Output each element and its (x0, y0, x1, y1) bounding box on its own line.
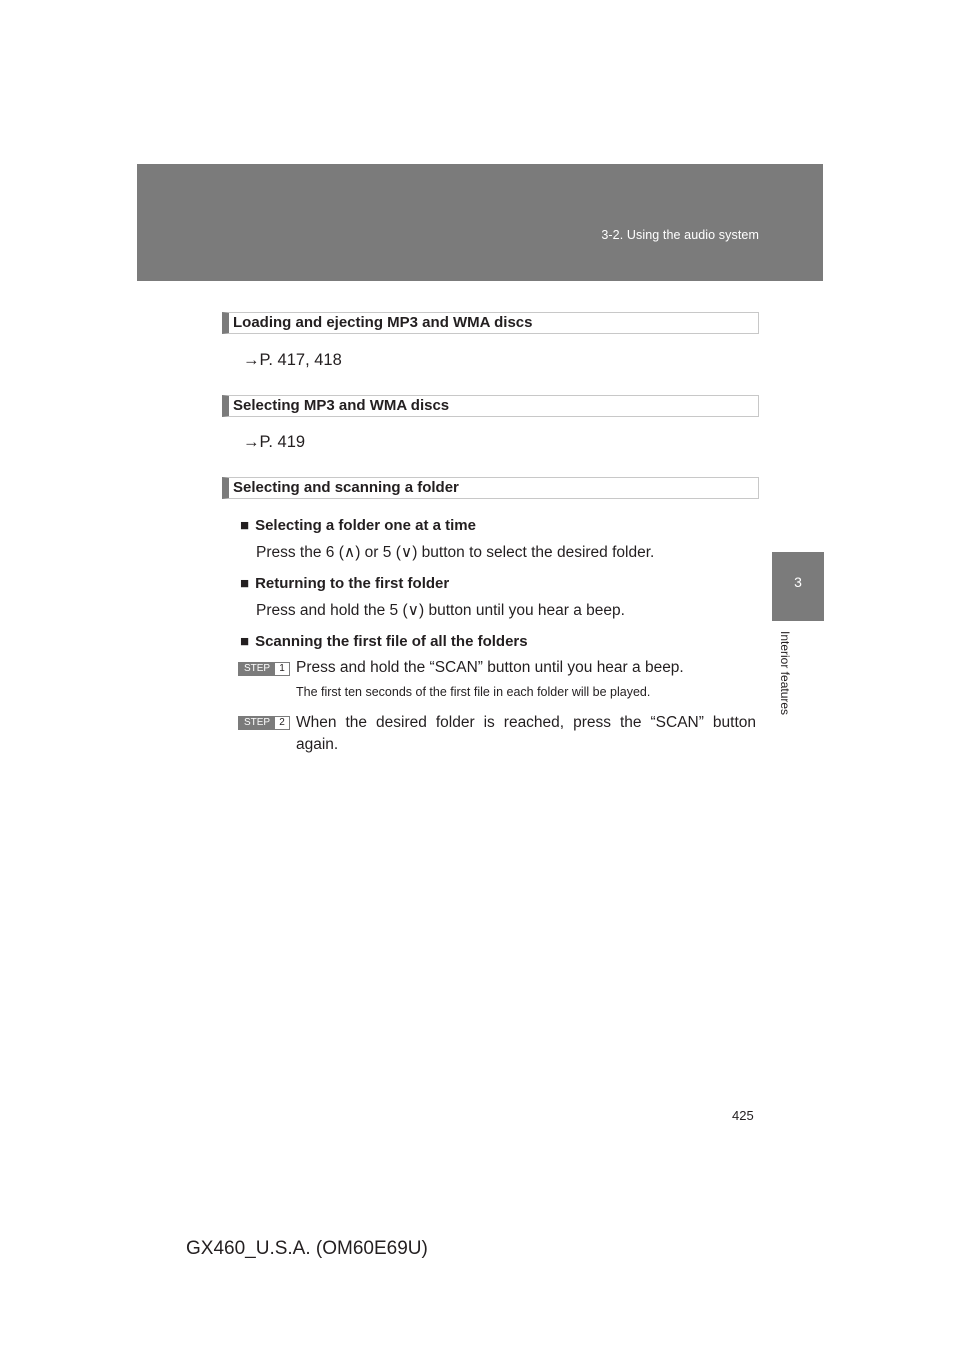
section-heading-text: Loading and ejecting MP3 and WMA discs (233, 314, 533, 331)
step-text: When the desired folder is reached, press the “SCAN” button again. (296, 714, 756, 753)
section-heading-text: Selecting and scanning a folder (233, 479, 459, 496)
header-band (137, 164, 823, 281)
step-text: Press and hold the “SCAN” button until you hear a beep. (296, 659, 684, 676)
instruction-text: Press the 6 (∧) or 5 (∨) button to select the desired folder. (256, 544, 655, 561)
subsection-heading-text: Returning to the first folder (255, 575, 450, 592)
square-bullet-icon: ■ (240, 575, 250, 592)
section-heading-folder (222, 477, 759, 499)
section-heading-text: Selecting MP3 and WMA discs (233, 397, 450, 414)
step-badge-1 (238, 662, 290, 676)
chapter-side-label: Interior features (778, 631, 792, 716)
subsection-heading-text: Selecting a folder one at a time (255, 517, 476, 534)
subsection-heading (240, 633, 528, 650)
step-label: STEP (239, 717, 275, 729)
instruction-text: Press and hold the 5 (∨) button until you hear a beep. (256, 602, 625, 619)
section-heading-loading-ejecting (222, 312, 759, 334)
step-label: STEP (239, 663, 275, 675)
document-code: GX460_U.S.A. (OM60E69U) (186, 1238, 428, 1259)
subsection-heading (240, 575, 449, 592)
chapter-number: 3 (794, 574, 802, 590)
chapter-title: 3-2. Using the audio system (601, 228, 759, 242)
page-reference: →P. 417, 418 (243, 351, 342, 369)
step-badge-2 (238, 716, 290, 730)
square-bullet-icon: ■ (240, 517, 250, 534)
section-heading-selecting-discs (222, 395, 759, 417)
step-number: 2 (275, 717, 289, 729)
subsection-heading-text: Scanning the first file of all the folders (255, 633, 528, 650)
step-number: 1 (275, 663, 289, 675)
step-note: The first ten seconds of the first file in each folder will be played. (296, 685, 651, 699)
square-bullet-icon: ■ (240, 633, 250, 650)
subsection-heading (240, 517, 476, 534)
page-reference: →P. 419 (243, 433, 306, 451)
page-number: 425 (732, 1108, 754, 1123)
chapter-tab (772, 552, 824, 621)
